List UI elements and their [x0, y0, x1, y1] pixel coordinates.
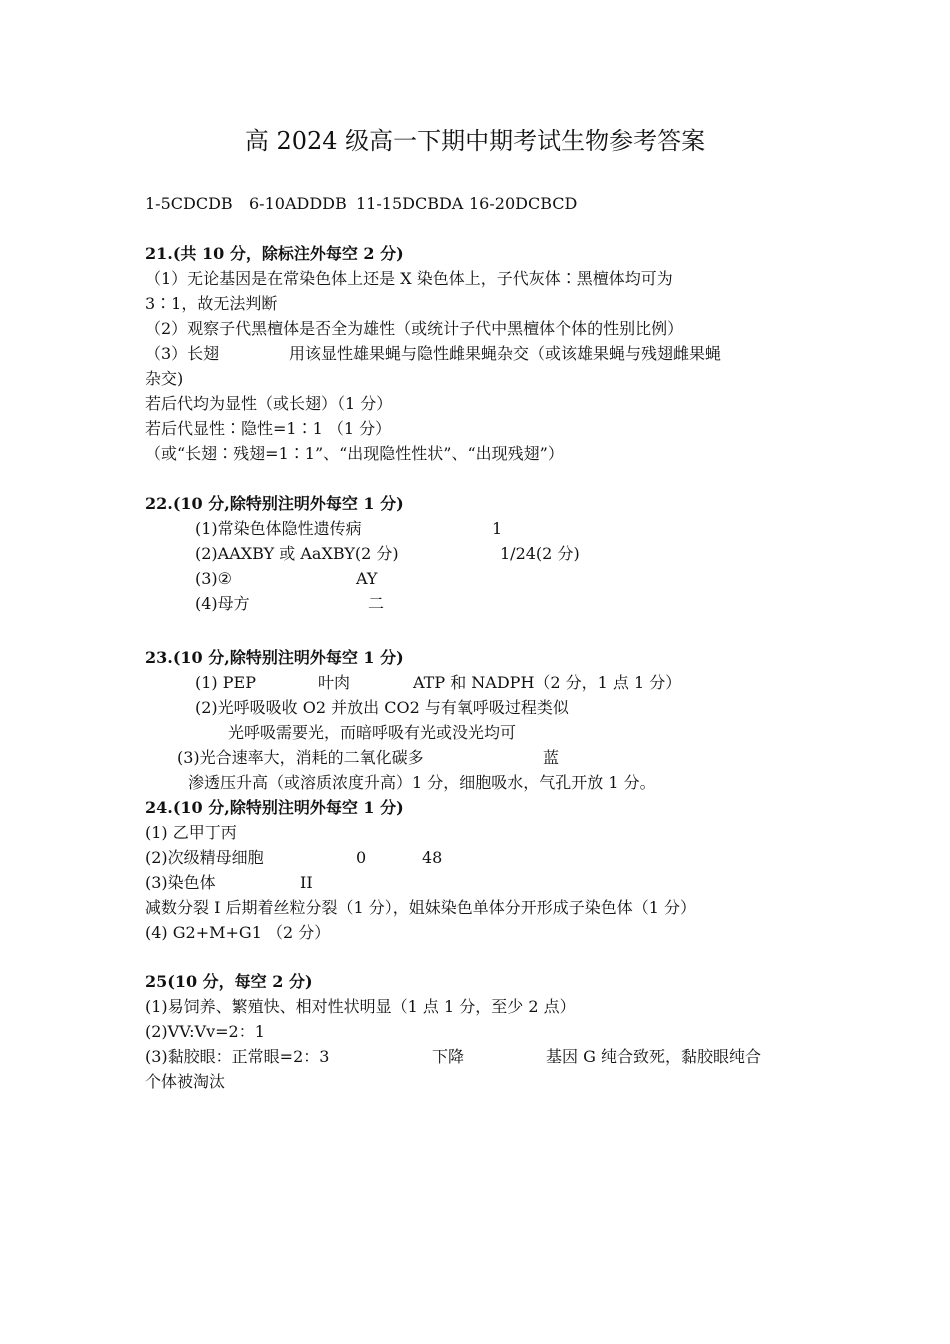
q24-row-2a: (2)次级精母细胞	[145, 848, 264, 867]
q21-line-1b: 3∶1，故无法判断	[145, 294, 278, 313]
q21-line-3b: 用该显性雄果蝇与隐性雌果蝇杂交（或该雄果蝇与残翅雌果蝇	[289, 344, 722, 363]
q22-row-3a: (3)②	[195, 569, 233, 588]
q21-line-1: （1）无论基因是在常染色体上还是 X 染色体上，子代灰体∶黑檀体均可为	[145, 269, 673, 288]
q22-row-4b: 二	[368, 594, 385, 613]
q23-row-3b: 蓝	[543, 748, 560, 767]
q22-row-4a: (4)母方	[195, 594, 250, 613]
q22-row-2b: 1/24(2 分)	[500, 544, 580, 563]
mc-group-2: 6-10ADDDB	[249, 194, 347, 213]
q23-row-1a: (1) PEP	[195, 673, 256, 692]
q21-line-6: （或“长翅∶残翅=1∶1”、“出现隐性性状”、“出现残翅”）	[145, 444, 564, 463]
q21-line-5: 若后代显性∶隐性=1∶1 （1 分）	[145, 419, 392, 438]
q24-row-5: (4) G2+M+G1 （2 分）	[145, 923, 331, 942]
q23-row-2b: 光呼吸需要光，而暗呼吸有光或没光均可	[228, 723, 517, 742]
q23-heading: 23.(10 分,除特别注明外每空 1 分)	[145, 648, 404, 667]
q25-row-3d: 个体被淘汰	[145, 1072, 226, 1091]
q21-heading: 21.(共 10 分，除标注外每空 2 分)	[145, 244, 404, 263]
q25-row-2: (2)VV:Vv=2：1	[145, 1022, 265, 1041]
q24-row-2b: 0	[356, 848, 367, 867]
q22-row-1b: 1	[492, 519, 503, 538]
q24-heading: 24.(10 分,除特别注明外每空 1 分)	[145, 798, 404, 817]
q24-row-3b: II	[300, 873, 313, 892]
q22-row-1a: (1)常染色体隐性遗传病	[195, 519, 362, 538]
mc-group-1: 1-5CDCDB	[145, 194, 233, 213]
q23-row-1b: 叶肉	[318, 673, 351, 692]
q21-line-2: （2）观察子代黑檀体是否全为雄性（或统计子代中黑檀体个体的性别比例）	[145, 319, 684, 338]
q22-row-3b: AY	[356, 569, 378, 588]
q23-row-2: (2)光呼吸吸收 O2 并放出 CO2 与有氧呼吸过程类似	[195, 698, 569, 717]
q25-row-1: (1)易饲养、繁殖快、相对性状明显（1 点 1 分，至少 2 点）	[145, 997, 576, 1016]
q22-heading: 22.(10 分,除特别注明外每空 1 分)	[145, 494, 404, 513]
q25-row-3b: 下降	[432, 1047, 465, 1066]
q25-heading: 25(10 分，每空 2 分)	[145, 972, 313, 991]
mc-group-3: 11-15DCBDA	[356, 194, 464, 213]
q23-row-4: 渗透压升高（或溶质浓度升高）1 分，细胞吸水，气孔开放 1 分。	[188, 773, 656, 792]
q24-row-2c: 48	[422, 848, 443, 867]
q21-line-3a: （3）长翅	[145, 344, 220, 363]
q22-row-2a: (2)AAXBY 或 AaXBY(2 分)	[195, 544, 399, 563]
q23-row-1c: ATP 和 NADPH（2 分，1 点 1 分）	[413, 673, 682, 692]
q24-row-1: (1) 乙甲丁丙	[145, 823, 237, 842]
q23-row-3a: (3)光合速率大，消耗的二氧化碳多	[177, 748, 424, 767]
q24-row-3a: (3)染色体	[145, 873, 216, 892]
q21-line-4: 若后代均为显性（或长翅）（1 分）	[145, 394, 393, 413]
q24-row-4: 减数分裂 I 后期着丝粒分裂（1 分），姐妹染色单体分开形成子染色体（1 分）	[145, 898, 697, 917]
page-title: 高 2024 级高一下期中期考试生物参考答案	[244, 127, 706, 155]
q25-row-3a: (3)黏胶眼：正常眼=2：3	[145, 1047, 330, 1066]
q25-row-3c: 基因 G 纯合致死，黏胶眼纯合	[546, 1047, 761, 1066]
mc-group-4: 16-20DCBCD	[469, 194, 578, 213]
q21-line-3c: 杂交)	[145, 369, 184, 388]
